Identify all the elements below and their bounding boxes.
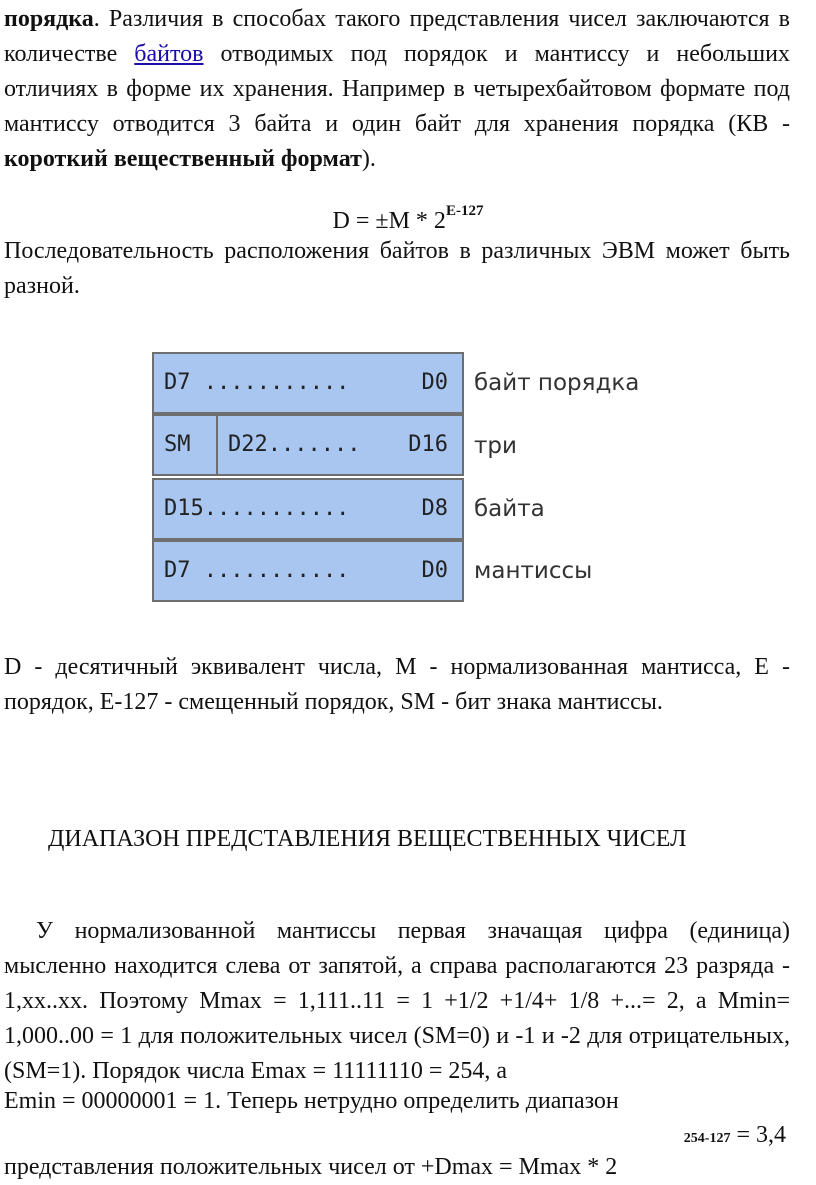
- paragraph-text: отводимых под порядок и мантиссу и небольших отличиях в форме их хранения. Например в четырехбайтовом формате под мантиссу отводится 3 байта и один байт для хранения порядка (КВ -: [4, 41, 791, 137]
- exponent-fragment: [684, 1122, 786, 1149]
- paragraph-intro: [4, 2, 790, 177]
- row-right-text: D0: [421, 558, 448, 583]
- diagram-row-order-byte: [152, 352, 464, 414]
- exponent-value: = 3,4: [730, 1122, 786, 1148]
- section-heading: ДИАПАЗОН ПРЕДСТАВЛЕНИЯ ВЕЩЕСТВЕННЫХ ЧИСЕЛ: [48, 826, 687, 852]
- row-right-text: D16: [408, 432, 448, 457]
- diagram-row-mantissa-low: [152, 540, 464, 602]
- diagram-row-mantissa-mid: [152, 478, 464, 540]
- paragraph-range: У нормализованной мантиссы первая значащая цифра (единица) мысленно находится слева от запятой, а справа располагаются 23 разряда - 1,xx..xx. Поэтому Mmax = 1,111..11 = 1 +1/2 +1/4+ 1/8 +...= 2, а Mmin= 1,000..00 = 1 для положительных чисел (SM=0) и -1 и -2 для отрицательных, (SM=1). Порядок числа Emax = 11111110 = 254, а: [4, 918, 790, 1084]
- exponent-superscript: 254-127: [683, 1131, 731, 1146]
- row-right-text: D0: [421, 370, 448, 395]
- diagram-label-three: три: [474, 433, 517, 459]
- row-left-text: D15...........: [164, 496, 350, 521]
- paragraph-legend: D - десятичный эквивалент числа, M - нормализованная мантисса, E - порядок, E-127 - смещенный порядок, SM - бит знака мантиссы.: [4, 654, 790, 715]
- formula: [0, 198, 816, 239]
- formula-exponent: E-127: [445, 203, 484, 219]
- row-left-text: D7 ...........: [164, 558, 350, 583]
- sign-bit-label: SM: [164, 432, 191, 457]
- diagram-label-mantissa: мантиссы: [474, 558, 593, 584]
- bold-term-order: порядка: [4, 6, 94, 32]
- paragraph-emin: Emin = 00000001 = 1. Теперь нетрудно определить диапазон: [4, 1088, 619, 1114]
- paragraph-byte-order: Последовательность расположения байтов в различных ЭВМ может быть разной.: [4, 238, 790, 299]
- row-right-text: D8: [421, 496, 448, 521]
- bold-term-format: короткий вещественный формат: [4, 146, 362, 172]
- paragraph-text: ).: [361, 146, 376, 172]
- formula-base: D = ±M * 2: [332, 208, 446, 234]
- row-left-text: D7 ...........: [164, 370, 350, 395]
- diagram-row-mantissa-high: [152, 414, 464, 476]
- byte-layout-diagram: [152, 352, 464, 604]
- diagram-label-order-byte: байт порядка: [474, 370, 640, 396]
- row-left-text: D22.......: [228, 432, 361, 457]
- paragraph-text: . Различия в способах такого представления чисел заключаются в количестве: [4, 6, 790, 67]
- diagram-label-bytes: байта: [474, 496, 545, 522]
- paragraph-positive-range: представления положительных чисел от +Dmax = Mmax * 2: [4, 1154, 618, 1180]
- bytes-link[interactable]: байтов: [134, 41, 204, 67]
